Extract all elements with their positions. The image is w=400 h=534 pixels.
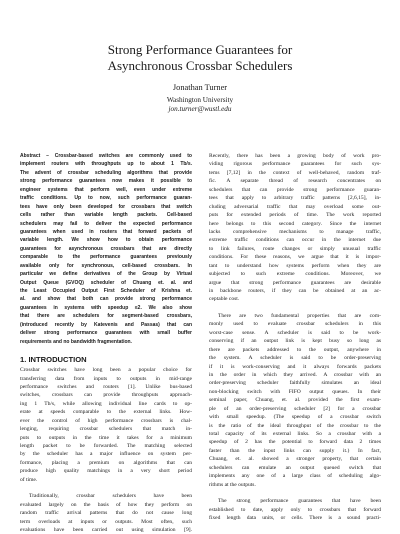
text-line: fixed length data units, or cells. There is a sound practi- xyxy=(209,514,381,521)
text-line: guarantees for asynchronous crossbars that are directly xyxy=(20,245,192,252)
text-line: produce high quality matchings in a very short period xyxy=(20,468,192,475)
text-line: evaluated largely on the basis of how they perform on xyxy=(20,501,192,508)
text-line: viding rigorous performance guarantees for such sys- xyxy=(209,161,381,168)
text-line: the Least Occupied Output First Scheduler of Krishna et. xyxy=(20,288,192,294)
text-line: tems [7,12] in the context of well-behaved, random traf- xyxy=(209,169,381,176)
text-line: comparable to the performance guarantees previously xyxy=(20,254,192,261)
text-line: the system. A scheduler is said to be order-preserving xyxy=(209,355,381,362)
text-line: al. and show that both can provide strong performance xyxy=(20,296,192,303)
text-line: ever the control of high performance crossbars is chal- xyxy=(20,417,192,424)
text-line: erate at speeds comparable to the external links. How- xyxy=(20,409,192,416)
text-line: deliver strong performance guarantees with small buffer xyxy=(20,330,192,337)
author-name: Jonathan Turner xyxy=(172,83,228,92)
text-line: total capacity of its external links. So a crossbar with a xyxy=(209,431,381,437)
text-line: fic. A separate thread of research concentrates on xyxy=(209,178,381,185)
text-line: seminal paper, Chuang, et. al. provided the first exam- xyxy=(209,397,381,404)
text-line: requirements and no bandwidth fragmentation. xyxy=(20,338,132,345)
abstract xyxy=(20,152,192,346)
paper-title-line-2: Asynchronous Crossbar Schedulers xyxy=(107,58,293,73)
text-line: Chuang, et. al. showed a stronger property, that certain xyxy=(209,456,381,463)
text-line: The strong performance guarantees that have been xyxy=(218,498,381,505)
text-line: non-blocking switch with FIFO output queues. In their xyxy=(209,388,381,395)
paper-title-line-1: Strong Performance Guarantees for xyxy=(107,42,293,57)
intro-paragraph-1 xyxy=(20,366,192,484)
text-line: there are packets addressed to the output, anywhere in xyxy=(209,346,381,353)
text-line: in backbone routers, if they can be obtained at an ac- xyxy=(209,288,381,294)
right-column xyxy=(209,152,381,522)
text-line: guarantees when used in routers that forward packets of xyxy=(20,228,192,235)
text-line: available only for synchronous, cell-based crossbars. In xyxy=(20,262,192,269)
text-line: that there are schedulers for segment-based crossbars, xyxy=(20,313,192,320)
text-line: in the order in which they arrived. A crossbar with an xyxy=(209,371,381,378)
text-line: schedulers can emulate an output queued switch that xyxy=(209,464,381,471)
text-line: argue that strong performance guarantees are desirable xyxy=(209,279,381,286)
text-line: term overloads at inputs or outputs. Most often, such xyxy=(20,518,192,525)
text-line: monly used to evaluate crossbar schedulers in this xyxy=(209,321,381,328)
author-email: jon.turner@wustl.edu xyxy=(168,105,232,113)
text-line: performance switches and routers [1]. Unlike bus-based xyxy=(20,383,192,390)
text-line: strong performance guarantees now makes it possible to xyxy=(20,178,192,185)
text-line: lacks comprehensive mechanisms to manage traffic, xyxy=(209,228,381,235)
section-heading-introduction: 1. INTRODUCTION xyxy=(20,355,87,365)
text-line: ple of an order-preserving scheduler [2] for a crossbar xyxy=(209,405,381,412)
text-line: puts to outputs in the time it takes for a minimum xyxy=(20,434,192,441)
text-line: tant to understand how systems perform when they are xyxy=(209,262,381,269)
text-line: formance, placing a premium on algorithms that can xyxy=(20,459,192,466)
text-line: implement routers with throughputs up to about 1 Tb/s. xyxy=(20,161,192,168)
text-line: tees that apply to arbitrary traffic patterns [2,6,15], in- xyxy=(209,195,381,202)
text-line: Recently, there has been a growing body of work pro- xyxy=(209,153,381,159)
text-line: worst-case sense. A scheduler is said to be work- xyxy=(209,329,381,336)
text-line: random traffic arrival patterns that do not cause long xyxy=(20,510,192,517)
text-line: guarantees in systems with speedup ≤2. We also show xyxy=(20,304,192,311)
text-line: rithms at the outputs. xyxy=(209,481,256,488)
text-line: to link failures, route changes or simply unusual traffic xyxy=(209,245,381,252)
text-line: cluding adversarial traffic that may overload some out- xyxy=(209,203,381,210)
text-line: if it is work-conserving and it always forwards packets xyxy=(209,363,381,370)
right-paragraph-1 xyxy=(209,152,381,304)
text-line: There are two fundamental properties that are com- xyxy=(218,312,381,319)
text-line: here belongs to this second category. Since the internet xyxy=(209,220,381,227)
text-line: Abstract – Crossbar-based switches are commonly used to xyxy=(20,153,192,159)
text-line: The advent of crossbar scheduling algorithms that provide xyxy=(20,169,192,176)
text-line: subjected to such extreme conditions. Moreover, we xyxy=(209,271,381,278)
text-line: schedulers may fail to deliver the expected performance xyxy=(20,220,192,227)
right-paragraph-2 xyxy=(209,312,381,489)
text-line: conserving if an output link is kept busy so long as xyxy=(209,338,381,345)
text-line: particular we define derivatives of the Group by Virtual xyxy=(20,271,192,278)
text-line: cells rather than variable length packets. Cell-based xyxy=(20,212,192,219)
text-line: transferring data from inputs to outputs in mid-range xyxy=(20,375,192,382)
text-line: lenging, requiring crossbar schedulers that match in- xyxy=(20,426,192,433)
text-line: Output Queue (GVOQ) scheduler of Chuang et. al. and xyxy=(20,279,192,286)
text-line: length packet to be forwarded. The matching selected xyxy=(20,443,192,449)
right-paragraph-3 xyxy=(209,497,381,522)
text-line: of time. xyxy=(20,476,38,483)
text-line: conditions. For these reasons, we argue that it is impor- xyxy=(209,254,381,261)
text-line: puts for extended periods of time. The work reported xyxy=(209,212,381,219)
left-column xyxy=(20,152,192,534)
text-line: speedup of 2 has the potential to forward data 2 times xyxy=(209,439,381,446)
text-line: implements any one of a large class of scheduling algo- xyxy=(209,473,381,480)
text-line: schedulers that can provide strong performance guaran- xyxy=(209,186,381,193)
text-line: ceptable cost. xyxy=(209,296,240,303)
intro-paragraph-2 xyxy=(20,492,192,534)
text-line: (introduced recently by Katevenis and Passas) that can xyxy=(20,321,192,328)
author-affiliation: Washington University xyxy=(166,96,234,104)
text-line: faster than the input links can supply it.) In fact, xyxy=(209,447,381,454)
text-line: engineer systems that perform well, even under extreme xyxy=(20,186,192,193)
text-line: switches, crossbars can provide throughputs approach- xyxy=(20,392,192,399)
text-line: extreme traffic conditions can occur in the internet due xyxy=(209,237,381,244)
text-line: by the scheduler has a major influence on system per- xyxy=(20,451,192,458)
text-line: ing 1 Tb/s, while allowing individual line cards to op- xyxy=(20,400,192,407)
text-line: tees have only been developed for crossbars that switch xyxy=(20,203,192,210)
text-line: variable length. We show how to obtain performance xyxy=(20,237,192,244)
text-line: established to date, apply only to crossbars that forward xyxy=(209,506,381,513)
text-line: evaluations have been carried out using simulation [9]. xyxy=(20,526,192,533)
text-line: order-preserving scheduler faithfully simulates an ideal xyxy=(209,380,381,387)
text-line: is the ratio of the ideal throughput of the crossbar to the xyxy=(209,422,381,429)
text-line: with small speedup. (The speedup of a crossbar switch xyxy=(209,414,381,421)
text-line: traffic conditions. Up to now, such performance guaran- xyxy=(20,195,192,202)
text-line: Traditionally, crossbar schedulers have been xyxy=(29,493,192,500)
text-line: Crossbar switches have long been a popular choice for xyxy=(20,367,192,374)
